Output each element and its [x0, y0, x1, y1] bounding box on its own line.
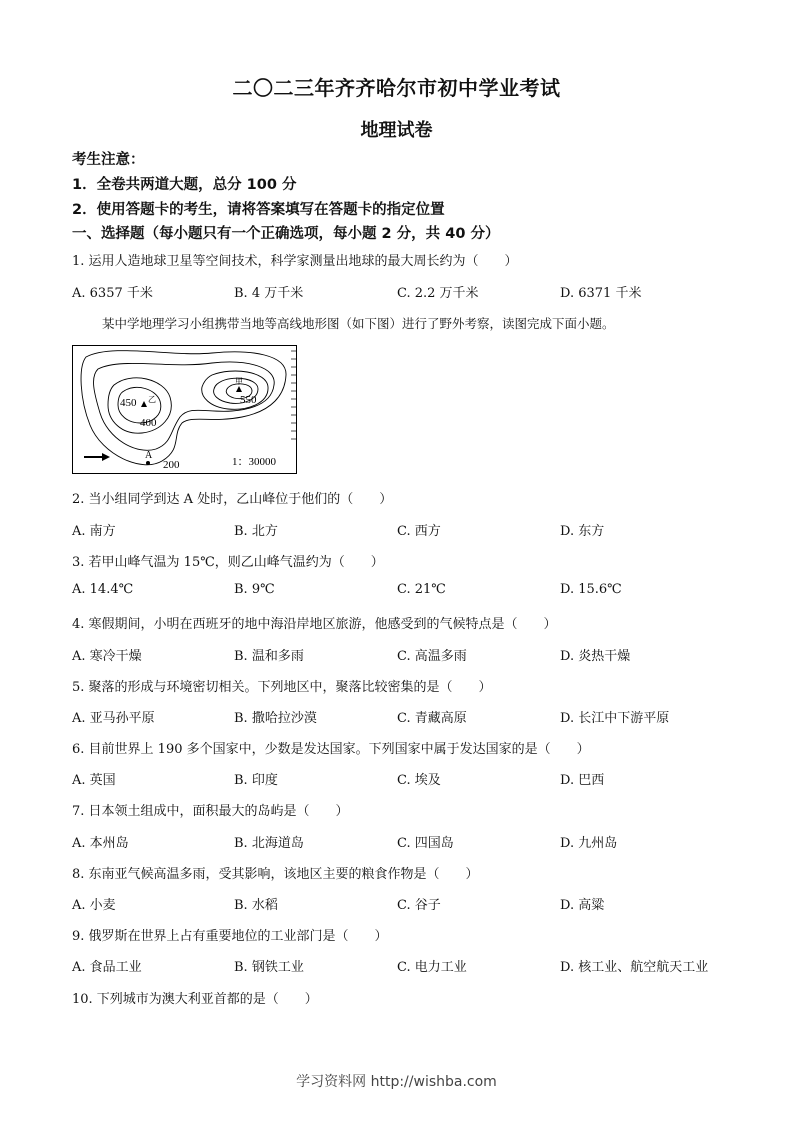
answer-option: C. 高温多雨 [397, 649, 467, 664]
exam-subtitle: 地理试卷 [360, 120, 433, 141]
question-stem: 5. 聚落的形成与环境密切相关。下列地区中，聚落比较密集的是（ ） [72, 680, 492, 695]
answer-option: A. 14.4℃ [72, 582, 134, 597]
answer-option: D. 高粱 [560, 898, 605, 913]
answer-option: A. 亚马孙平原 [72, 711, 155, 726]
question-stem: 6. 目前世界上 190 多个国家中，少数是发达国家。下列国家中属于发达国家的是（ ） [72, 742, 590, 757]
peak-yi-label: 乙 [148, 395, 156, 404]
answer-option: B. 撒哈拉沙漠 [234, 711, 317, 726]
answer-option: C. 21℃ [397, 582, 446, 597]
answer-option: B. 温和多雨 [234, 649, 304, 664]
answer-option: D. 巴西 [560, 773, 605, 788]
answer-option: B. 钢铁工业 [234, 960, 304, 975]
contour-label: 450 [120, 397, 137, 409]
contour-map [72, 345, 297, 474]
answer-option: C. 四国岛 [397, 836, 454, 851]
question-stem: 4. 寒假期间，小明在西班牙的地中海沿岸地区旅游，他感受到的气候特点是（ ） [72, 617, 557, 632]
answer-option: B. 水稻 [234, 898, 278, 913]
question-stem: 8. 东南亚气候高温多雨，受其影响，该地区主要的粮食作物是（ ） [72, 867, 479, 882]
question-stem: 10. 下列城市为澳大利亚首都的是（ ） [72, 992, 318, 1007]
answer-option: A. 小麦 [72, 898, 116, 913]
notes-heading: 考生注意： [72, 152, 145, 168]
contour-label: 550 [240, 394, 257, 406]
answer-option: D. 6371 千米 [560, 286, 642, 301]
answer-option: D. 15.6℃ [560, 582, 622, 597]
answer-option: C. 西方 [397, 524, 441, 539]
contour-label: 200 [163, 459, 180, 471]
answer-option: C. 电力工业 [397, 960, 467, 975]
question-stem: 3. 若甲山峰气温为 15℃，则乙山峰气温约为（ ） [72, 555, 384, 570]
answer-option: B. 北方 [234, 524, 278, 539]
answer-option: C. 2.2 万千米 [397, 286, 479, 301]
question-stem: 9. 俄罗斯在世界上占有重要地位的工业部门是（ ） [72, 929, 388, 944]
answer-option: A. 南方 [72, 524, 116, 539]
answer-option: A. 本州岛 [72, 836, 129, 851]
exam-title: 二〇二三年齐齐哈尔市初中学业考试 [232, 76, 561, 100]
answer-option: A. 食品工业 [72, 960, 142, 975]
peak-jia-label: 甲 [235, 377, 243, 386]
answer-option: D. 炎热干燥 [560, 649, 631, 664]
page-footer: 学习资料网 http://wishba.com [296, 1074, 497, 1090]
answer-option: B. 北海道岛 [234, 836, 304, 851]
answer-option: C. 埃及 [397, 773, 441, 788]
answer-option: C. 谷子 [397, 898, 441, 913]
answer-option: C. 青藏高原 [397, 711, 467, 726]
contour-label: 400 [140, 417, 157, 429]
note-item: 2．使用答题卡的考生，请将答案填写在答题卡的指定位置 [72, 202, 445, 218]
question-stem: 2. 当小组同学到达 A 处时，乙山峰位于他们的（ ） [72, 492, 393, 507]
answer-option: D. 东方 [560, 524, 605, 539]
answer-option: D. 九州岛 [560, 836, 618, 851]
section-heading: 一、选择题（每小题只有一个正确选项，每小题 2 分，共 40 分） [72, 226, 500, 242]
answer-option: B. 印度 [234, 773, 278, 788]
map-scale: 1：30000 [232, 456, 276, 468]
answer-option: A. 6357 千米 [72, 286, 153, 301]
answer-option: B. 4 万千米 [234, 286, 304, 301]
question-stem: 1. 运用人造地球卫星等空间技术，科学家测量出地球的最大周长约为（ ） [72, 254, 518, 269]
group-intro: 某中学地理学习小组携带当地等高线地形图（如下图）进行了野外考察，读图完成下面小题。 [102, 316, 615, 331]
note-item: 1．全卷共两道大题，总分 100 分 [72, 177, 297, 193]
answer-option: D. 长江中下游平原 [560, 711, 670, 726]
point-a-marker [146, 461, 150, 465]
answer-option: A. 英国 [72, 773, 116, 788]
answer-option: A. 寒冷干燥 [72, 649, 142, 664]
question-stem: 7. 日本领土组成中，面积最大的岛屿是（ ） [72, 804, 349, 819]
point-a-label: A [145, 450, 153, 461]
answer-option: D. 核工业、航空航天工业 [560, 960, 709, 975]
answer-option: B. 9℃ [234, 582, 275, 597]
